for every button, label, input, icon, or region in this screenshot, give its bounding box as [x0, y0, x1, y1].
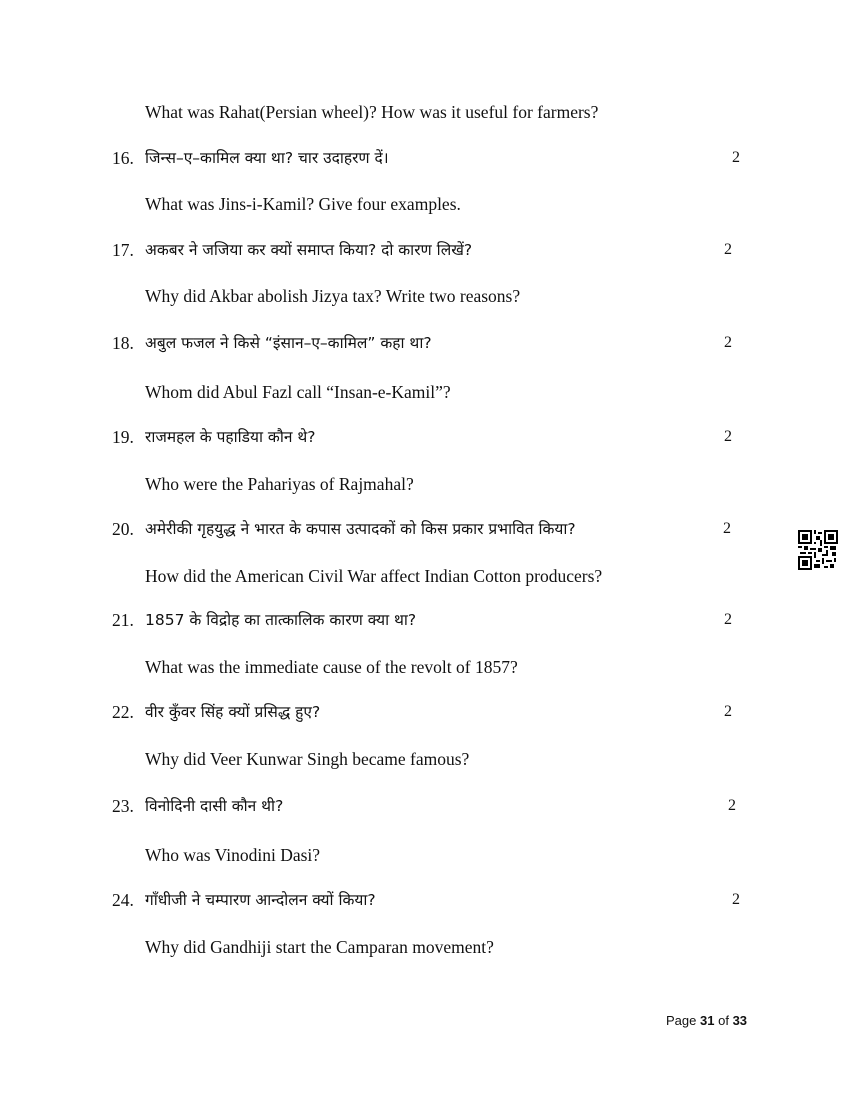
question-23-hindi: विनोदिनी दासी कौन थी?	[145, 797, 284, 815]
qr-code-icon	[798, 530, 838, 570]
question-24-hindi: गाँधीजी ने चम्पारण आन्दोलन क्यों किया?	[145, 891, 376, 909]
question-23-number: 23.	[112, 796, 134, 816]
question-22-english: Why did Veer Kunwar Singh became famous?	[145, 749, 470, 769]
question-17-english: Why did Akbar abolish Jizya tax? Write two reasons?	[145, 286, 521, 306]
page-footer	[666, 1013, 747, 1028]
question-21-english: What was the immediate cause of the revolt of 1857?	[145, 657, 518, 677]
question-24-english: Why did Gandhiji start the Camparan movement?	[145, 937, 494, 957]
question-21-hindi: 1857 के विद्रोह का तात्कालिक कारण क्या था?	[145, 611, 417, 629]
question-18-marks: 2	[724, 334, 732, 351]
of-label: of	[718, 1013, 729, 1028]
question-17-number: 17.	[112, 240, 134, 260]
page-label: Page	[666, 1013, 697, 1028]
question-20-number: 20.	[112, 519, 134, 539]
question-16-marks: 2	[732, 149, 740, 166]
question-19-marks: 2	[724, 428, 732, 445]
question-17-marks: 2	[724, 241, 732, 258]
question-19-english: Who were the Pahariyas of Rajmahal?	[145, 474, 414, 494]
question-19-hindi: राजमहल के पहाडिया कौन थे?	[145, 428, 316, 446]
question-20-english: How did the American Civil War affect Indian Cotton producers?	[145, 566, 603, 586]
question-24-number: 24.	[112, 890, 134, 910]
question-18-hindi: अबुल फजल ने किसे “इंसान–ए–कामिल” कहा था?	[145, 334, 432, 352]
question-17-hindi: अकबर ने जजिया कर क्यों समाप्त किया? दो कारण लिखें?	[145, 241, 473, 259]
question-16-number: 16.	[112, 148, 134, 168]
question-20-hindi: अमेरीकी गृहयुद्ध ने भारत के कपास उत्पादकों को किस प्रकार प्रभावित किया?	[145, 520, 576, 538]
question-18-english: Whom did Abul Fazl call “Insan-e-Kamil”?	[145, 382, 451, 402]
question-19-number: 19.	[112, 427, 134, 447]
question-16-english: What was Jins-i-Kamil? Give four examples.	[145, 194, 461, 214]
question-22-marks: 2	[724, 703, 732, 720]
question-16-hindi: जिन्स–ए–कामिल क्या था? चार उदाहरण दें।	[145, 149, 389, 167]
question-23-english: Who was Vinodini Dasi?	[145, 845, 321, 865]
question-21-number: 21.	[112, 610, 134, 630]
question-15-english: What was Rahat(Persian wheel)? How was it useful for farmers?	[145, 102, 599, 122]
question-22-number: 22.	[112, 702, 134, 722]
question-18-number: 18.	[112, 333, 134, 353]
page-number: 31	[700, 1013, 715, 1028]
question-21-marks: 2	[724, 611, 732, 628]
question-24-marks: 2	[732, 891, 740, 908]
question-20-marks: 2	[723, 520, 731, 537]
question-22-hindi: वीर कुँवर सिंह क्यों प्रसिद्ध हुए?	[145, 703, 321, 721]
question-23-marks: 2	[728, 797, 736, 814]
total-pages: 33	[732, 1013, 748, 1028]
